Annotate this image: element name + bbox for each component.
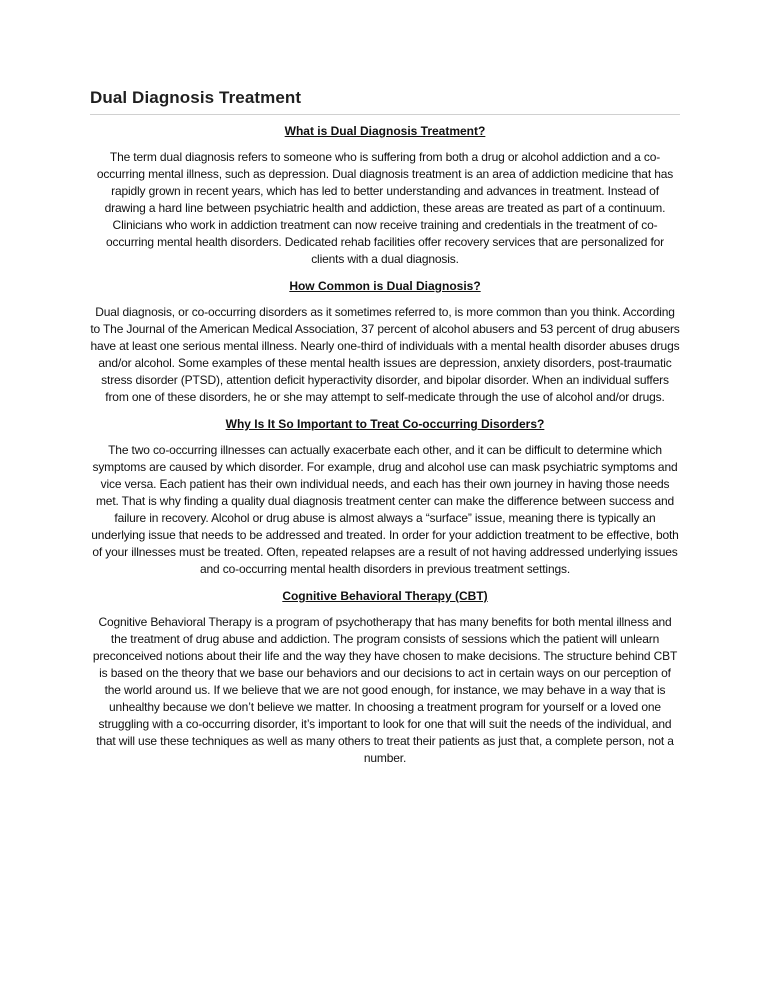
- section-paragraph: The term dual diagnosis refers to someone who is suffering from both a drug or alcohol addiction and a co-occurring mental illness, such as depression. Dual diagnosis treatment is an area of addiction medicine that has rapidly grown in recent years, which has led to better understanding and advances in treatment. Instead of drawing a hard line between psychiatric health and addiction, these areas are treated as part of a continuum. Clinicians who work in addiction treatment can now receive training and credentials in the treatment of co-occurring mental health disorders. Dedicated rehab facilities offer recovery services that are personalized for clients with a dual diagnosis.: [96, 150, 674, 266]
- section-what-is-dual-diagnosis: [90, 123, 680, 268]
- document-title: Dual Diagnosis Treatment: [90, 88, 302, 107]
- section-paragraph: Cognitive Behavioral Therapy is a program of psychotherapy that has many benefits for both mental illness and the treatment of drug abuse and addiction. The program consists of sessions which the patient will unlearn preconceived notions about their life and the way they have chosen to make decisions. The structure behind CBT is based on the theory that we base our behaviors and our decisions to act in certain ways on our perception of the world around us. If we believe that we are not good enough, for instance, we may behave in a way that is unhealthy because we don’t believe we matter. In choosing a treatment program for yourself or a loved one struggling with a co-occurring disorder, it’s important to look for one that will suit the needs of the individual, and that will use these techniques as well as many others to treat their patients as just that, a complete person, not a number.: [92, 615, 678, 765]
- section-heading: What is Dual Diagnosis Treatment?: [284, 124, 486, 138]
- section-paragraph: The two co-occurring illnesses can actually exacerbate each other, and it can be difficult to determine which symptoms are caused by which disorder. For example, drug and alcohol use can mask psychiatric symptoms and vice versa. Each patient has their own individual needs, and each has their own journey in having those needs met. That is why finding a quality dual diagnosis treatment center can make the difference between success and failure in recovery. Alcohol or drug abuse is almost always a “surface” issue, meaning there is typically an underlying issue that needs to be addressed and treated. In order for your addiction treatment to be effective, both of your illnesses must be treated. Often, repeated relapses are a result of not having addressed underlying issues and co-occurring mental health disorders in previous treatment settings.: [91, 443, 679, 576]
- section-how-common: [90, 278, 680, 406]
- section-paragraph: Dual diagnosis, or co-occurring disorders as it sometimes referred to, is more common than you think. According to The Journal of the American Medical Association, 37 percent of alcohol abusers and 53 percent of drug abusers have at least one serious mental illness. Nearly one-third of individuals with a mental health disorder abuses drugs and/or alcohol. Some examples of these mental health issues are depression, anxiety disorders, post-traumatic stress disorder (PTSD), attention deficit hyperactivity disorder, and bipolar disorder. When an individual suffers from one of these disorders, he or she may attempt to self-medicate through the use of alcohol and/or drugs.: [90, 305, 680, 404]
- document-page: [90, 88, 680, 777]
- section-cbt: [90, 588, 680, 767]
- title-divider: [90, 114, 680, 115]
- section-heading: Cognitive Behavioral Therapy (CBT): [282, 589, 488, 603]
- section-why-important: [90, 416, 680, 578]
- section-heading: Why Is It So Important to Treat Co-occurring Disorders?: [225, 417, 545, 431]
- section-heading: How Common is Dual Diagnosis?: [289, 279, 481, 293]
